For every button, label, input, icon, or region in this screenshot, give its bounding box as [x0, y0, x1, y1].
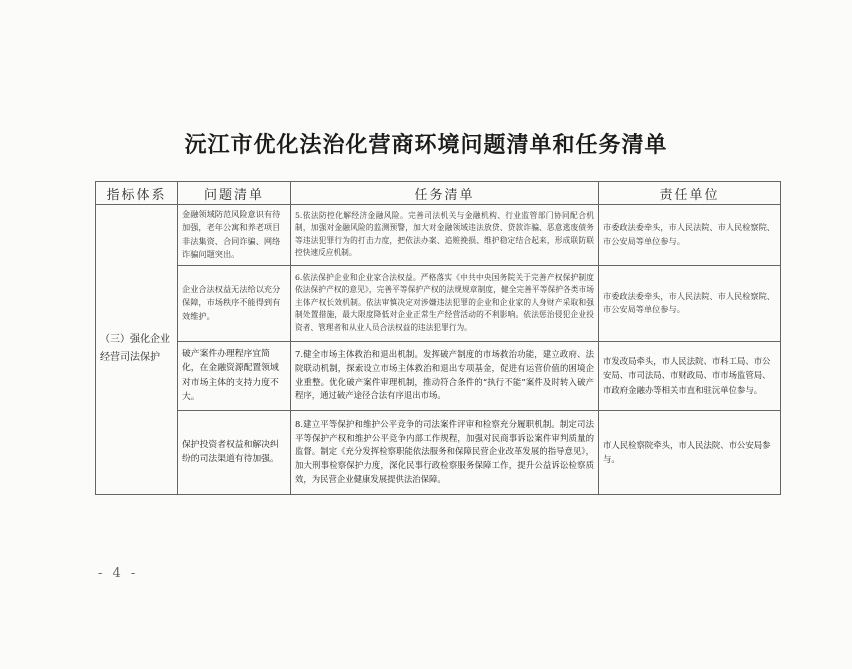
header-responsible: 责任单位: [599, 182, 781, 205]
header-indicator: 指标体系: [96, 182, 178, 205]
document-title: 沅江市优化法治化营商环境问题清单和任务清单: [184, 132, 668, 158]
indicator-cell: （三）强化企业经营司法保护: [96, 205, 178, 495]
task-cell: 8.建立平等保护和维护公平竞争的司法案件评审和检察充分履职机制。制定司法平等保护产权和维护公平竞争内部工作规程，加强对民商事诉讼案件审判质量的监督。制定《充分发挥检察职能依法服务和保障民营企业改革发展的指导意见》，加大刑事检察保护力度，深化民事行政检察服务保障工作，提升公益诉讼检察质效，为民营企业健康发展提供法治保障。: [291, 410, 599, 494]
header-problem: 问题清单: [178, 182, 291, 205]
table-row: [96, 265, 781, 341]
page-number: - 4 -: [98, 566, 139, 581]
problem-cell: 金融领域防范风险意识有待加强，老年公寓和养老项目非法集资、合同诈骗、网络诈骗问题突出。: [178, 205, 291, 266]
table-row: [96, 205, 781, 266]
table-header-row: [96, 182, 781, 205]
table-row: [96, 410, 781, 494]
problem-cell: 企业合法权益无法给以充分保障，市场秩序不能得到有效维护。: [178, 265, 291, 341]
task-cell: 5.依法防控化解经济金融风险。完善司法机关与金融机构、行业监管部门协同配合机制，加强对金融风险的监测预警，加大对金融领域违法放贷、贷款诈骗、恶意逃废债务等违法犯罪行为的打击力度，把依法办案、追赃挽损、维护稳定结合起来，形成联防联控快速反应机制。: [291, 205, 599, 266]
task-table: [95, 181, 781, 495]
responsible-cell: 市发改局牵头，市人民法院、市科工局、市公安局、市司法局、市财政局、市市场监管局、市政府金融办等相关市直和驻沅单位参与。: [599, 341, 781, 410]
header-task: 任务清单: [291, 182, 599, 205]
table-row: [96, 341, 781, 410]
responsible-cell: 市委政法委牵头，市人民法院、市人民检察院、市公安局等单位参与。: [599, 205, 781, 266]
task-cell: 7.健全市场主体救治和退出机制。发挥破产制度的市场救治功能，建立政府、法院联动机制，探索设立市场主体救治和退出专项基金，促进有运营价值的困境企业重整。优化破产案件审理机制，推动符合条件的“执行不能”案件及时转入破产程序，通过破产途径合法有序退出市场。: [291, 341, 599, 410]
problem-cell: 保护投资者权益和解决纠纷的司法渠道有待加强。: [178, 410, 291, 494]
responsible-cell: 市委政法委牵头，市人民法院、市人民检察院、市公安局等单位参与。: [599, 265, 781, 341]
problem-cell: 破产案件办理程序宜简化，在金融资源配置领域对市场主体的支持力度不大。: [178, 341, 291, 410]
task-cell: 6.依法保护企业和企业家合法权益。严格落实《中共中央国务院关于完善产权保护制度依法保护产权的意见》，完善平等保护产权的法规规章制度，健全完善平等保护各类市场主体产权长效机制。依法审慎决定对涉嫌违法犯罪的企业和企业家的人身财产采取和强制处置措施，最大限度降低对企业正常生产经营活动的不利影响。依法惩治侵犯企业投资者、管理者和从业人员合法权益的违法犯罪行为。: [291, 265, 599, 341]
responsible-cell: 市人民检察院牵头，市人民法院、市公安局参与。: [599, 410, 781, 494]
